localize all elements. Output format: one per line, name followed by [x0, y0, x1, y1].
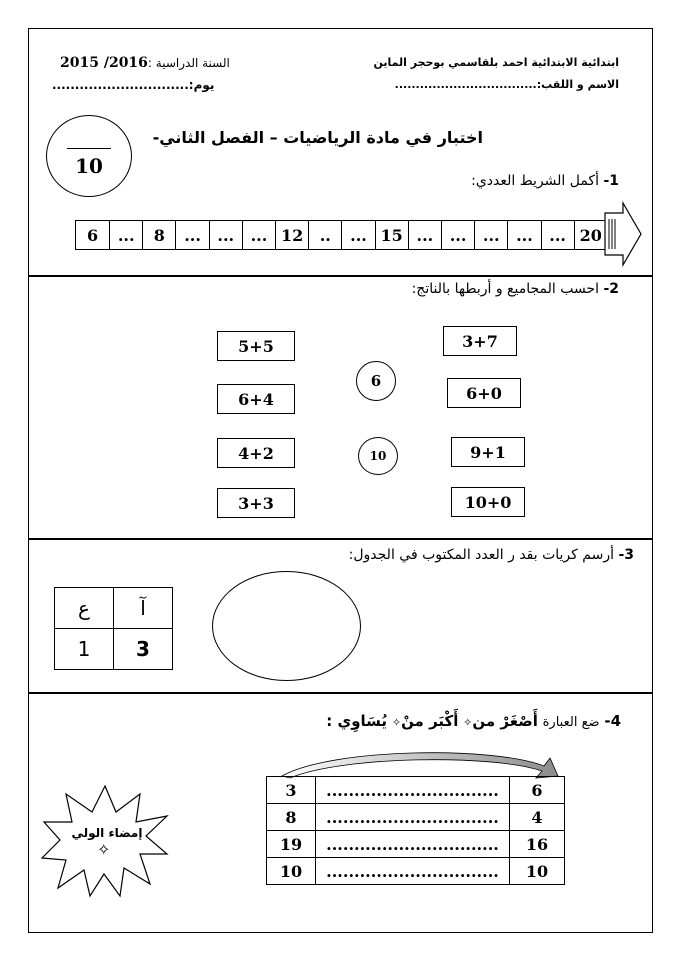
grade-circle: [46, 115, 132, 197]
q1-title: [471, 173, 619, 189]
strip-cell[interactable]: ...: [175, 221, 208, 249]
strip-cell[interactable]: ...: [408, 221, 441, 249]
compare-left: 10: [267, 858, 316, 885]
q2-prompt: احسب المجاميع و أربطها بالناتج:: [411, 281, 599, 297]
strip-cell[interactable]: ..: [308, 221, 341, 249]
strip-cell: 12: [275, 221, 308, 249]
strip-arrow-icon: [603, 201, 643, 267]
table-header: ع: [55, 588, 114, 629]
strip-cell: 8: [142, 221, 175, 249]
section-divider: [28, 692, 653, 694]
sum-box: 5+5: [217, 331, 295, 361]
section-divider: [28, 538, 653, 540]
q2-number: 2-: [603, 281, 619, 297]
sum-box: 6+4: [217, 384, 295, 414]
table-cell: 1: [55, 629, 114, 670]
sum-box: 3+3: [217, 488, 295, 518]
grade-total: 10: [75, 154, 103, 178]
sparkle-icon: ✧: [463, 716, 473, 729]
strip-cell[interactable]: ...: [209, 221, 242, 249]
name-field: [395, 78, 619, 91]
strip-cell[interactable]: ...: [474, 221, 507, 249]
result-circle: 10: [358, 437, 398, 475]
sum-box: 10+0: [451, 487, 525, 517]
sparkle-icon: ✧: [97, 840, 111, 859]
q1-prompt: أكمل الشريط العددي:: [471, 173, 599, 189]
table-header: آ: [114, 588, 173, 629]
compare-blank[interactable]: ...............................: [316, 831, 510, 858]
strip-cell[interactable]: ...: [441, 221, 474, 249]
curved-arrow-icon: [272, 746, 562, 780]
strip-cell: 15: [375, 221, 408, 249]
sum-box: 3+7: [443, 326, 517, 356]
q2-title: [412, 281, 619, 297]
table-cell: 3: [114, 629, 173, 670]
compare-right: 4: [510, 804, 565, 831]
compare-left: 3: [267, 777, 316, 804]
strip-cell[interactable]: ...: [541, 221, 574, 249]
school-name: ابتدائية الابتدائية احمد بلقاسمي بوحجر الماين: [373, 56, 619, 69]
strip-cell[interactable]: ...: [507, 221, 540, 249]
table-row: [267, 858, 565, 885]
term-smaller: أَصْغَرْ من: [472, 712, 538, 730]
number-strip: [75, 220, 608, 250]
sum-box: 9+1: [451, 437, 525, 467]
day-field: [52, 78, 214, 92]
strip-cell[interactable]: ...: [341, 221, 374, 249]
q4-title: [326, 712, 621, 730]
page-title: اختبار في مادة الرياضيات – الفصل الثاني-: [152, 128, 483, 147]
q3-number: 3-: [618, 547, 634, 563]
compare-left: 8: [267, 804, 316, 831]
name-dots: ..................................: [394, 78, 537, 91]
fraction-line: [67, 148, 111, 149]
result-circle: 6: [356, 361, 396, 401]
compare-right: 16: [510, 831, 565, 858]
q1-number: 1-: [603, 173, 619, 189]
table-row: [267, 777, 565, 804]
sum-box: 4+2: [217, 438, 295, 468]
q4-number: 4-: [604, 712, 621, 730]
compare-left: 19: [267, 831, 316, 858]
sparkle-icon: ✧: [391, 716, 402, 729]
day-label: يوم:: [188, 78, 215, 92]
table-row: [267, 804, 565, 831]
compare-right: 6: [510, 777, 565, 804]
school-year-value: 2015 /2016: [60, 55, 148, 71]
sum-box: 6+0: [447, 378, 521, 408]
q3-prompt: أرسم كريات بقد ر العدد المكتوب في الجدول:: [348, 547, 614, 563]
strip-cell[interactable]: ...: [242, 221, 275, 249]
strip-cell[interactable]: ...: [109, 221, 142, 249]
compare-blank[interactable]: ...............................: [316, 804, 510, 831]
table-row: [267, 831, 565, 858]
q3-title: [349, 547, 634, 563]
term-equal: يُسَاوِي :: [326, 712, 388, 730]
name-label: الاسم و اللقب:: [536, 78, 619, 91]
compare-blank[interactable]: ...............................: [316, 777, 510, 804]
drawing-oval[interactable]: [212, 571, 361, 681]
parent-signature-label: إمضاء الولي: [71, 826, 143, 840]
q3-table: [54, 587, 173, 670]
section-divider: [28, 275, 653, 277]
school-year-label: السنة الدراسية :: [147, 56, 230, 70]
strip-cell: 20: [574, 221, 607, 249]
compare-blank[interactable]: ...............................: [316, 858, 510, 885]
school-year: [60, 55, 230, 71]
term-bigger: أَكْبَر منْ: [401, 712, 459, 730]
strip-cell: 6: [86, 225, 99, 245]
day-dots: ..............................: [52, 78, 189, 92]
q4-table: [266, 776, 565, 885]
compare-right: 10: [510, 858, 565, 885]
q4-prompt: ضع العبارة: [542, 715, 600, 730]
